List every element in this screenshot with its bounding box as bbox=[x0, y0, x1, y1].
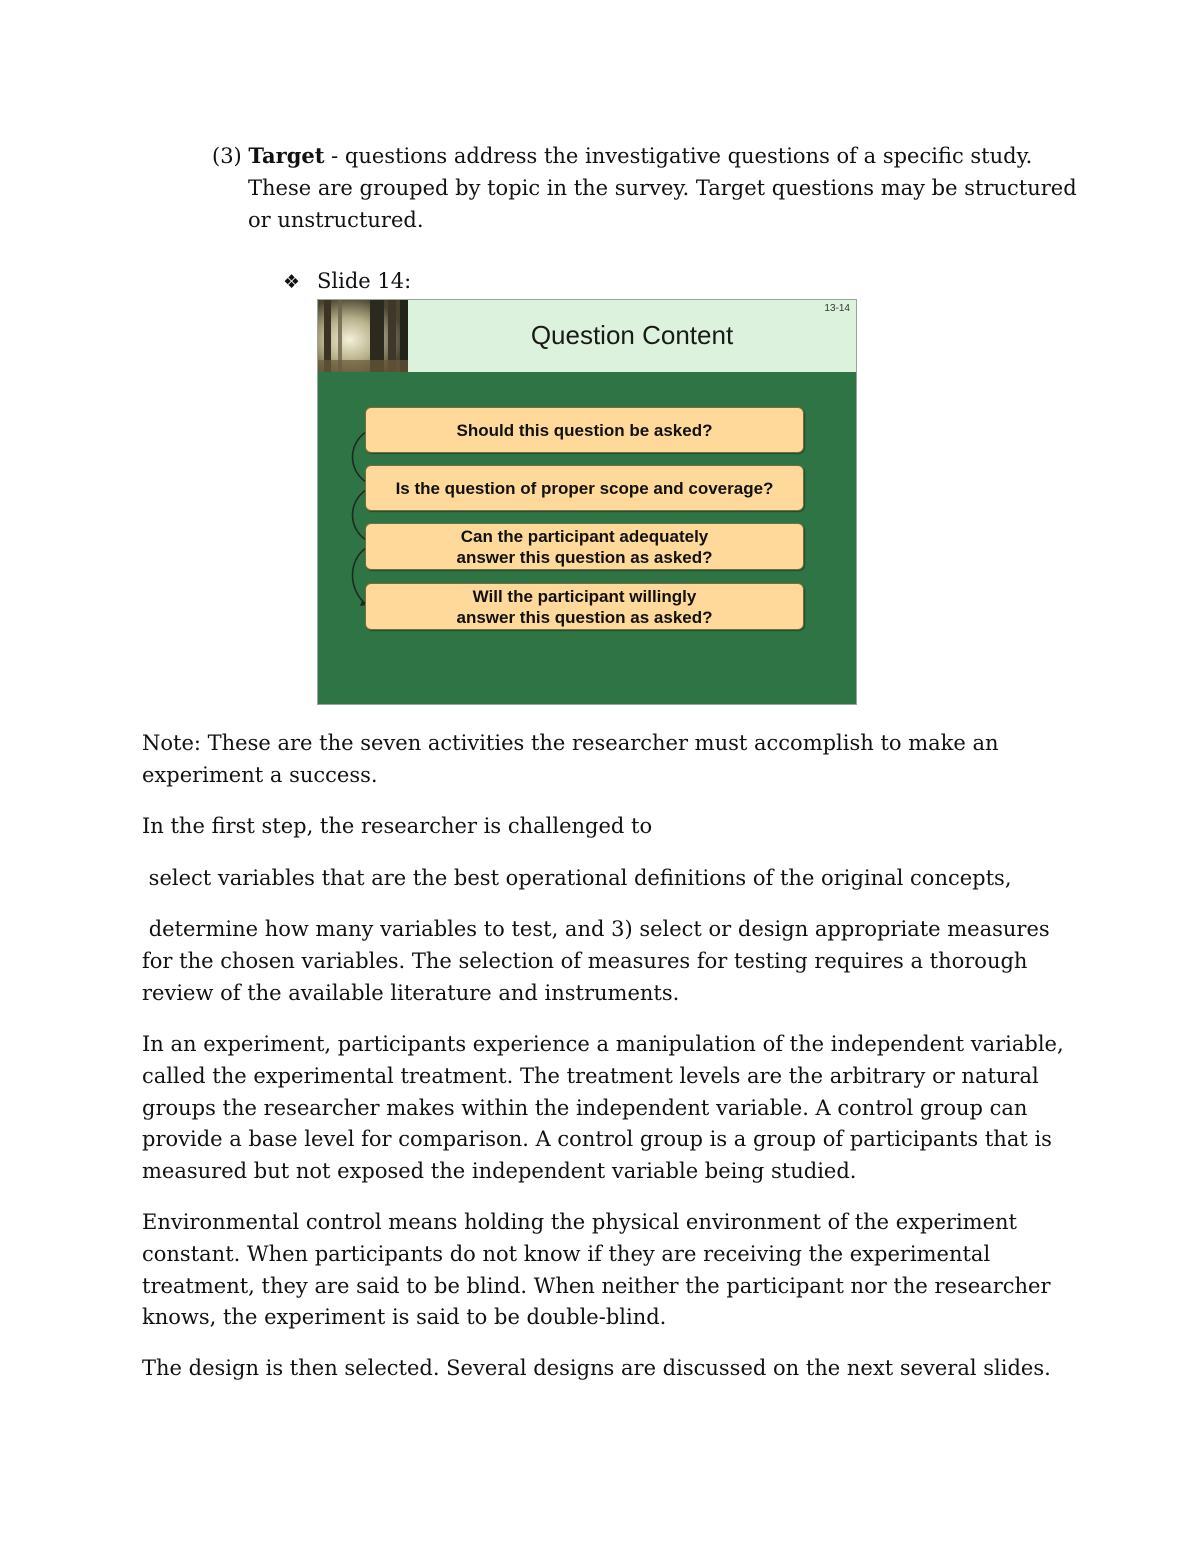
slide-title: Question Content bbox=[530, 320, 734, 350]
slide-box-willingly bbox=[365, 583, 804, 630]
item-text: - questions address the investigative questions of a specific study. These are grouped by topic in the survey. Target questions may be structured or unstructured. bbox=[248, 144, 1077, 232]
box-line: Will the participant willingly bbox=[472, 586, 697, 606]
slide-box-scope bbox=[365, 465, 804, 511]
box-line: Can the participant adequately bbox=[460, 526, 709, 546]
paragraph-environmental-control: Environmental control means holding the physical environment of the experiment constant. When participants do not know if they are receiving the experimental treatment, they are said to be blind. When neither the participant nor the researcher knows, the experiment is said to be double-blind. bbox=[142, 1210, 1051, 1330]
term-target: Target bbox=[248, 143, 325, 168]
list-item-target bbox=[212, 140, 1098, 236]
box-line: answer this question as asked? bbox=[456, 547, 713, 567]
box-line: Should this question be asked? bbox=[456, 420, 713, 440]
box-line: answer this question as asked? bbox=[456, 607, 713, 627]
paragraph-determine: determine how many variables to test, and 3) select or design appropriate measures for the chosen variables. The selection of measures for testing requires a thorough review of the available literature and instruments. bbox=[142, 917, 1057, 1005]
paragraph-note: Note: These are the seven activities the researcher must accomplish to make an experiment a success. bbox=[142, 731, 999, 787]
paragraph-select-variables: select variables that are the best operational definitions of the original concepts, bbox=[142, 866, 1012, 890]
slide-header bbox=[318, 300, 856, 372]
slide-box-adequately bbox=[365, 523, 804, 570]
paragraph-first-step: In the first step, the researcher is challenged to bbox=[142, 814, 653, 838]
slide-box-asked bbox=[365, 407, 804, 453]
diamond-bullet-icon: ❖ bbox=[283, 271, 301, 293]
box-line: Is the question of proper scope and coverage? bbox=[395, 478, 774, 498]
paragraph-experiment: In an experiment, participants experience a manipulation of the independent variable, called the experimental treatment. The treatment levels are the arbitrary or natural groups the researcher makes within the independent variable. A control group can provide a base level for comparison. A control group is a group of participants that is measured but not exposed the independent variable being studied. bbox=[142, 1032, 1064, 1184]
forest-image bbox=[318, 300, 408, 372]
bullet-slide-14 bbox=[283, 266, 411, 299]
slide-image bbox=[317, 299, 857, 705]
bullet-label: Slide 14: bbox=[317, 269, 412, 293]
item-number: (3) bbox=[212, 144, 249, 168]
paragraph-design: The design is then selected. Several designs are discussed on the next several slides. bbox=[142, 1356, 1051, 1380]
slide-number: 13-14 bbox=[824, 303, 850, 314]
